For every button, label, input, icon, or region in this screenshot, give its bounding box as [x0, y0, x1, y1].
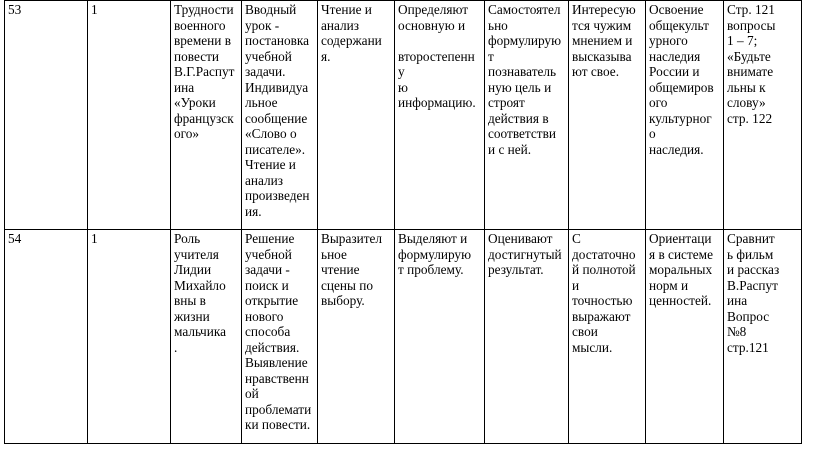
- lesson-type-cell: Вводный урок - постановка учебной задачи. Индивидуа льное сообщение «Слово о писателе». Чтение и анализ произведен ия.: [242, 1, 318, 230]
- activity-cell: Чтение и анализ содержани я.: [318, 1, 395, 230]
- personal-uud-cell: Освоение общекульт урного наследия России и общемиров ого культурног о наследия.: [646, 1, 724, 230]
- communicative-uud-cell: Интересую тся чужим мнением и высказыва ют свое.: [569, 1, 646, 230]
- lesson-number-cell: 54: [5, 230, 88, 444]
- hours-cell: 1: [88, 1, 171, 230]
- topic-cell: Трудности военного времени в повести В.Г.Распут ина «Уроки французск ого»: [171, 1, 242, 230]
- hours-cell: 1: [88, 230, 171, 444]
- cognitive-uud-cell: Выделяют и формулирую т проблему.: [395, 230, 485, 444]
- homework-cell: Стр. 121 вопросы 1 – 7; «Будьте внимате льны к слову» стр. 122: [724, 1, 802, 230]
- table-row: [5, 1, 802, 230]
- table-row: [5, 230, 802, 444]
- regulative-uud-cell: Самостоятел ьно формулирую т познаватель ную цель и строят действия в соответстви и с ней.: [485, 1, 569, 230]
- activity-cell: Выразител ьное чтение сцены по выбору.: [318, 230, 395, 444]
- personal-uud-cell: Ориентаци я в системе моральных норм и ценностей.: [646, 230, 724, 444]
- lesson-type-cell: Решение учебной задачи - поиск и открытие нового способа действия. Выявление нравственн ой проблемати ки повести.: [242, 230, 318, 444]
- lesson-number-cell: 53: [5, 1, 88, 230]
- regulative-uud-cell: Оценивают достигнутый результат.: [485, 230, 569, 444]
- cognitive-uud-cell: Определяют основную и второстепенну ю информацию.: [395, 1, 485, 230]
- homework-cell: Сравнит ь фильм и рассказ В.Распут ина Вопрос №8 стр.121: [724, 230, 802, 444]
- lesson-plan-table: [4, 0, 802, 444]
- communicative-uud-cell: С достаточно й полнотой и точностью выражают свои мысли.: [569, 230, 646, 444]
- topic-cell: Роль учителя Лидии Михайло вны в жизни мальчика .: [171, 230, 242, 444]
